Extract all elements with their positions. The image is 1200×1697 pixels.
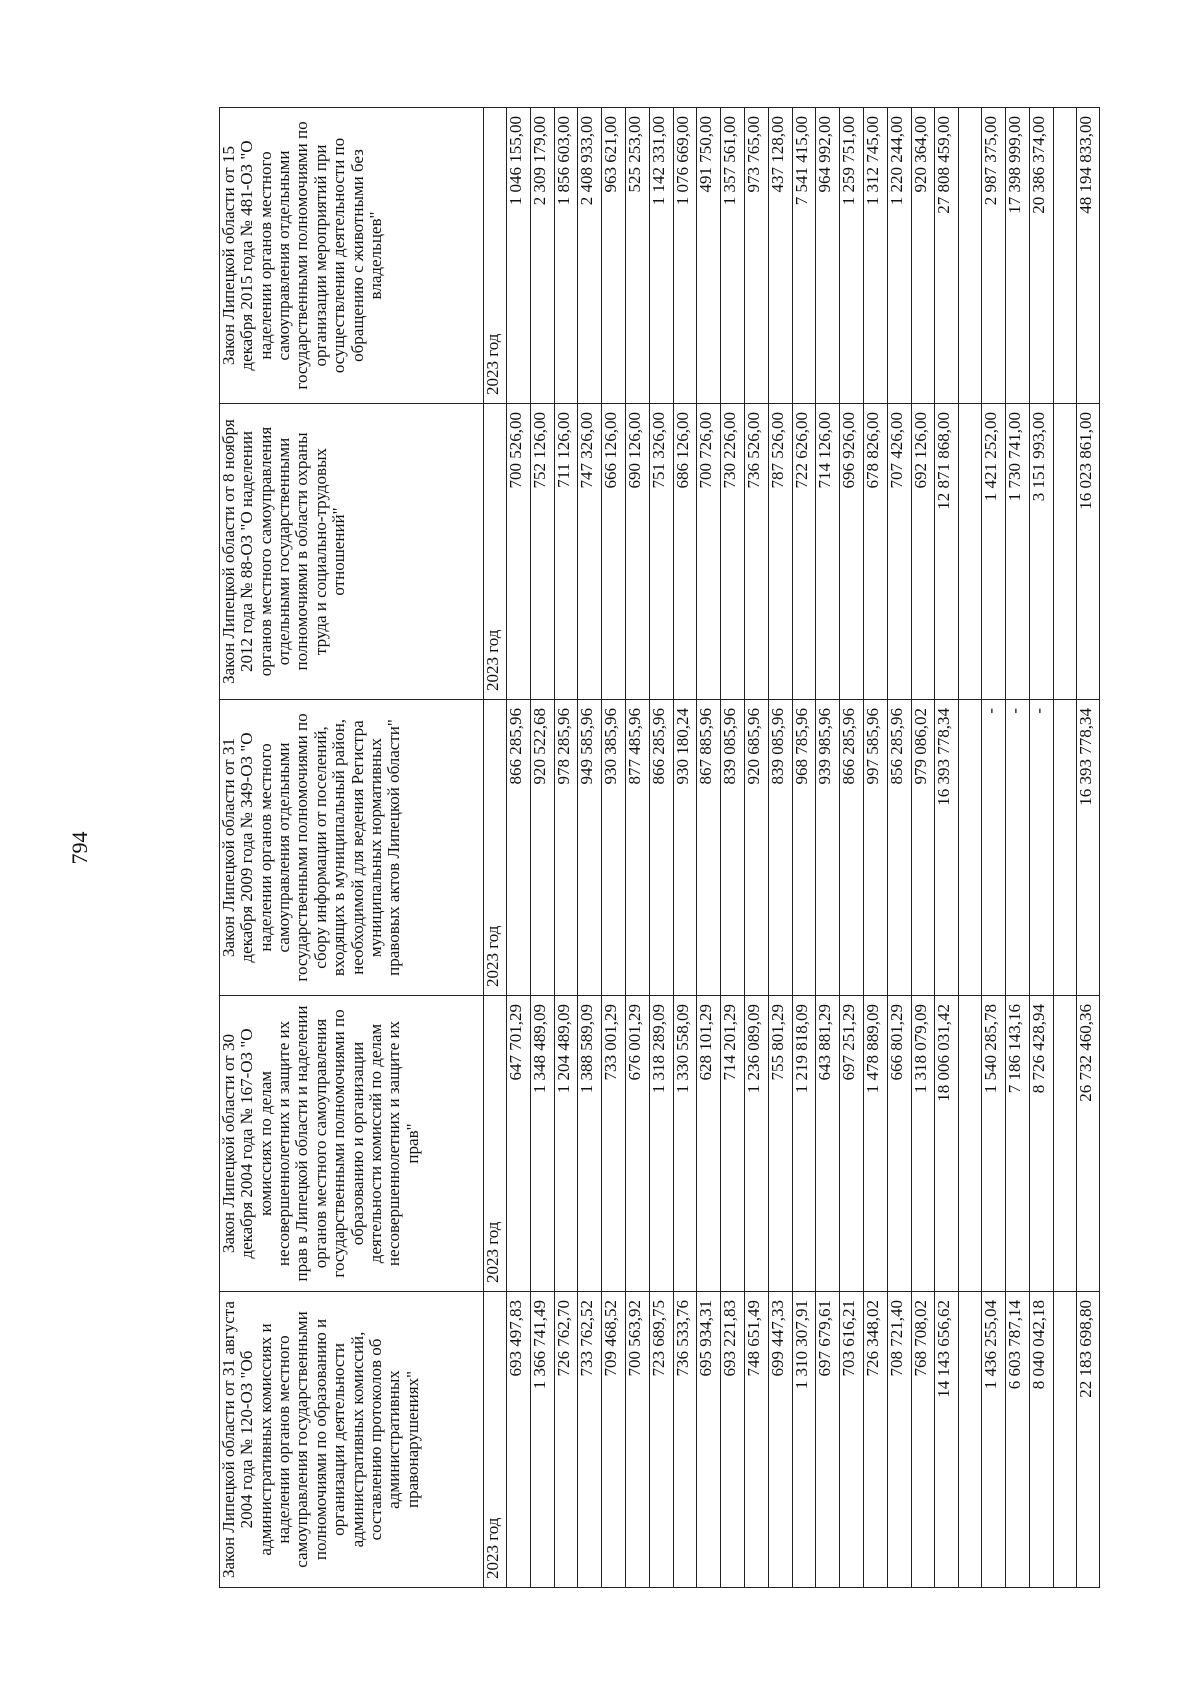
- value-cell: 12 871 868,00: [935, 404, 959, 700]
- year-cell: 2023 год: [484, 700, 507, 996]
- value-cell: 628 101,29: [697, 996, 721, 1292]
- value-cell: 1 540 285,78: [982, 996, 1006, 1292]
- value-cell: 1 366 741,49: [530, 1292, 554, 1588]
- table-row: [625, 108, 649, 1588]
- value-cell: 856 285,96: [887, 700, 911, 996]
- value-cell: 1 730 741,00: [1005, 404, 1029, 700]
- value-cell: 696 926,00: [840, 404, 864, 700]
- value-cell: 1 856 603,00: [554, 108, 578, 404]
- value-cell: 16 393 778,34: [935, 700, 959, 996]
- blank-row: [1053, 108, 1076, 1588]
- value-cell: 8 726 428,94: [1029, 996, 1053, 1292]
- column-header: Закон Липецкой области от 30 декабря 2004 года № 167-ОЗ "О комиссиях по делам несовершеннолетних и защите их прав в Липецкой области и наделении органов местного самоуправления государственными полномочиями по образованию и организации деятельности комиссий по делам несовершеннолетних и защите их прав": [220, 996, 484, 1292]
- value-cell: 839 085,96: [721, 700, 745, 996]
- value-cell: 733 001,29: [602, 996, 626, 1292]
- value-cell: 968 785,96: [792, 700, 816, 996]
- table-row: [1005, 108, 1029, 1588]
- value-cell: 930 385,96: [602, 700, 626, 996]
- year-cell: 2023 год: [484, 996, 507, 1292]
- value-cell: 736 533,76: [673, 1292, 697, 1588]
- header-row: [220, 108, 484, 1588]
- value-cell: 726 348,02: [863, 1292, 887, 1588]
- value-cell: 707 426,00: [887, 404, 911, 700]
- value-cell: 7 186 143,16: [1005, 996, 1029, 1292]
- blank-cell: [1053, 404, 1076, 700]
- value-cell: 22 183 698,80: [1076, 1292, 1100, 1588]
- table-row: [1029, 108, 1053, 1588]
- value-cell: 963 621,00: [602, 108, 626, 404]
- value-cell: 697 679,61: [816, 1292, 840, 1588]
- table-row: [649, 108, 673, 1588]
- blank-cell: [959, 996, 982, 1292]
- value-cell: 16 393 778,34: [1076, 700, 1100, 996]
- blank-row: [959, 108, 982, 1588]
- table-row: [982, 108, 1006, 1588]
- value-cell: 7 541 415,00: [792, 108, 816, 404]
- value-cell: 1 357 561,00: [721, 108, 745, 404]
- value-cell: 647 701,29: [507, 996, 531, 1292]
- blank-cell: [1053, 108, 1076, 404]
- table-row: [530, 108, 554, 1588]
- value-cell: 1 388 589,09: [578, 996, 602, 1292]
- table-row: [554, 108, 578, 1588]
- value-cell: 736 526,00: [744, 404, 768, 700]
- table-row: [602, 108, 626, 1588]
- rotated-table-wrapper: [219, 108, 1099, 1588]
- blank-cell: [959, 700, 982, 996]
- blank-cell: [1053, 1292, 1076, 1588]
- table-row: [697, 108, 721, 1588]
- value-cell: 525 253,00: [625, 108, 649, 404]
- value-cell: 867 885,96: [697, 700, 721, 996]
- value-cell: 709 468,52: [602, 1292, 626, 1588]
- value-cell: 1 219 818,09: [792, 996, 816, 1292]
- value-cell: 752 126,00: [530, 404, 554, 700]
- column-header: Закон Липецкой области от 8 ноября 2012 года № 88-ОЗ "О наделении органов местного самоуправления отдельными государственными полномочиями в области охраны труда и социально-трудовых отношений": [220, 404, 484, 700]
- value-cell: 748 651,49: [744, 1292, 768, 1588]
- value-cell: 708 721,40: [887, 1292, 911, 1588]
- blank-cell: [1053, 700, 1076, 996]
- value-cell: 722 626,00: [792, 404, 816, 700]
- table-row: [887, 108, 911, 1588]
- value-cell: -: [1005, 700, 1029, 996]
- value-cell: 1 330 558,09: [673, 996, 697, 1292]
- value-cell: 978 285,96: [554, 700, 578, 996]
- value-cell: 711 126,00: [554, 404, 578, 700]
- value-cell: 692 126,00: [911, 404, 935, 700]
- value-cell: 949 585,96: [578, 700, 602, 996]
- value-cell: 1 220 244,00: [887, 108, 911, 404]
- value-cell: 1 046 155,00: [507, 108, 531, 404]
- value-cell: 1 312 745,00: [863, 108, 887, 404]
- value-cell: 2 987 375,00: [982, 108, 1006, 404]
- value-cell: 979 086,02: [911, 700, 935, 996]
- value-cell: 643 881,29: [816, 996, 840, 1292]
- value-cell: 693 497,83: [507, 1292, 531, 1588]
- value-cell: 16 023 861,00: [1076, 404, 1100, 700]
- value-cell: 714 201,29: [721, 996, 745, 1292]
- value-cell: 723 689,75: [649, 1292, 673, 1588]
- value-cell: 695 934,31: [697, 1292, 721, 1588]
- value-cell: 877 485,96: [625, 700, 649, 996]
- year-cell: 2023 год: [484, 108, 507, 404]
- table-row: [744, 108, 768, 1588]
- value-cell: 920 364,00: [911, 108, 935, 404]
- table-row: [673, 108, 697, 1588]
- value-cell: 699 447,33: [768, 1292, 792, 1588]
- value-cell: 14 143 656,62: [935, 1292, 959, 1588]
- value-cell: 437 128,00: [768, 108, 792, 404]
- value-cell: 6 603 787,14: [1005, 1292, 1029, 1588]
- year-row: [484, 108, 507, 1588]
- value-cell: 1 310 307,91: [792, 1292, 816, 1588]
- value-cell: 1 421 252,00: [982, 404, 1006, 700]
- page-number: 794: [67, 831, 92, 865]
- value-cell: 714 126,00: [816, 404, 840, 700]
- blank-cell: [959, 108, 982, 404]
- table-row: [863, 108, 887, 1588]
- value-cell: 768 708,02: [911, 1292, 935, 1588]
- value-cell: 1 478 889,09: [863, 996, 887, 1292]
- value-cell: 703 616,21: [840, 1292, 864, 1588]
- value-cell: 1 436 255,04: [982, 1292, 1006, 1588]
- value-cell: 3 151 993,00: [1029, 404, 1053, 700]
- blank-cell: [959, 1292, 982, 1588]
- value-cell: 1 142 331,00: [649, 108, 673, 404]
- subventions-table: [219, 107, 1100, 1588]
- blank-cell: [1053, 996, 1076, 1292]
- value-cell: 1 318 079,09: [911, 996, 935, 1292]
- value-cell: 666 126,00: [602, 404, 626, 700]
- value-cell: 1 259 751,00: [840, 108, 864, 404]
- value-cell: 2 309 179,00: [530, 108, 554, 404]
- table-row: [935, 108, 959, 1588]
- value-cell: 18 006 031,42: [935, 996, 959, 1292]
- value-cell: 973 765,00: [744, 108, 768, 404]
- value-cell: 1 318 289,09: [649, 996, 673, 1292]
- value-cell: 751 326,00: [649, 404, 673, 700]
- value-cell: 693 221,83: [721, 1292, 745, 1588]
- table-row: [792, 108, 816, 1588]
- value-cell: 920 685,96: [744, 700, 768, 996]
- value-cell: 697 251,29: [840, 996, 864, 1292]
- value-cell: 700 526,00: [507, 404, 531, 700]
- value-cell: 20 386 374,00: [1029, 108, 1053, 404]
- value-cell: 1 236 089,09: [744, 996, 768, 1292]
- value-cell: 747 326,00: [578, 404, 602, 700]
- value-cell: 730 226,00: [721, 404, 745, 700]
- value-cell: 491 750,00: [697, 108, 721, 404]
- value-cell: 787 526,00: [768, 404, 792, 700]
- blank-cell: [959, 404, 982, 700]
- value-cell: 690 126,00: [625, 404, 649, 700]
- value-cell: 755 801,29: [768, 996, 792, 1292]
- table-row: [840, 108, 864, 1588]
- value-cell: -: [982, 700, 1006, 996]
- table-row: [816, 108, 840, 1588]
- table-row: [911, 108, 935, 1588]
- value-cell: 997 585,96: [863, 700, 887, 996]
- value-cell: 920 522,68: [530, 700, 554, 996]
- value-cell: 700 563,92: [625, 1292, 649, 1588]
- value-cell: 1 348 489,09: [530, 996, 554, 1292]
- year-cell: 2023 год: [484, 404, 507, 700]
- value-cell: 930 180,24: [673, 700, 697, 996]
- value-cell: 17 398 999,00: [1005, 108, 1029, 404]
- value-cell: 1 204 489,09: [554, 996, 578, 1292]
- value-cell: 866 285,96: [649, 700, 673, 996]
- table-row: [507, 108, 531, 1588]
- table-row: [721, 108, 745, 1588]
- value-cell: 27 808 459,00: [935, 108, 959, 404]
- value-cell: 666 801,29: [887, 996, 911, 1292]
- value-cell: 2 408 933,00: [578, 108, 602, 404]
- column-header: Закон Липецкой области от 31 декабря 2009 года № 349-ОЗ "О наделении органов местного самоуправления отдельными государственными полномочиями по сбору информации от поселений, входящих в муниципальный район, необходимой для ведения Регистра муниципальных нормативных правовых актов Липецкой области": [220, 700, 484, 996]
- value-cell: 839 085,96: [768, 700, 792, 996]
- value-cell: 676 001,29: [625, 996, 649, 1292]
- value-cell: -: [1029, 700, 1053, 996]
- table-row: [768, 108, 792, 1588]
- value-cell: 866 285,96: [507, 700, 531, 996]
- value-cell: 733 762,52: [578, 1292, 602, 1588]
- value-cell: 48 194 833,00: [1076, 108, 1100, 404]
- year-cell: 2023 год: [484, 1292, 507, 1588]
- value-cell: 26 732 460,36: [1076, 996, 1100, 1292]
- value-cell: 866 285,96: [840, 700, 864, 996]
- value-cell: 964 992,00: [816, 108, 840, 404]
- value-cell: 939 985,96: [816, 700, 840, 996]
- value-cell: 686 126,00: [673, 404, 697, 700]
- value-cell: 8 040 042,18: [1029, 1292, 1053, 1588]
- value-cell: 1 076 669,00: [673, 108, 697, 404]
- table-row: [578, 108, 602, 1588]
- value-cell: 678 826,00: [863, 404, 887, 700]
- value-cell: 726 762,70: [554, 1292, 578, 1588]
- column-header: Закон Липецкой области от 31 августа 2004 года № 120-ОЗ "Об административных комиссиях и наделении органов местного самоуправления государственными полномочиями по образованию и организации деятельности административных комиссий, составлению протоколов об административных правонарушениях": [220, 1292, 484, 1588]
- column-header: Закон Липецкой области от 15 декабря 2015 года № 481-ОЗ "О наделении органов местного самоуправления отдельными государственными полномочиями по организации мероприятий при осуществлении деятельности по обращению с животными без владельцев": [220, 108, 484, 404]
- value-cell: 700 726,00: [697, 404, 721, 700]
- total-row: [1076, 108, 1100, 1588]
